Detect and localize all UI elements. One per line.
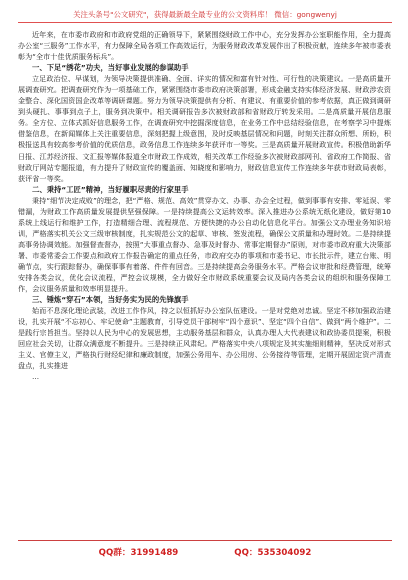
paragraph: 秉持“细节决定成败”的理念，把“严格、规范、高效”贯穿办文、办事、办会全过程，做到事事有安排、零延误、零错漏，为财政工作高质量发展提供坚强保障。一是持续提高公文运转效率。深入推进办公系统无纸化建设，做好第10系统上线运行和维护工作，打造精细合理、流程规范、方便快捷的办公自动化信息化平台。加强公文办理业务知识培训，严格落实机关公文三级审核制度，扎实规范公文的起草、审核、签发流程，确保公文质量和办理时效。二是持续提高事务协调效能。加强督查督办，按照“大事重点督办、急事及时督办、常事定期督办”原则，对市委市政府重大决策部署、市委常委会工作要点和政府工作报告确定的重点任务，市政府交办的事项和市委书记、市长批示件，建立台账、明确节点，实行跟踪督办，确保事事有着落、件件有回音。三是持续提高会务服务水平。严格会议审批和经费管理，统筹安排各类会议，优化会议流程，严控会议规模，全力做好全市财政系统重要会议及局内各类会议的组织和服务保障工作，会议服务质量和效率明显提升。 (18, 195, 391, 294)
top-banner: 关注头条号"公文研究"，获得最新最全最专业的公文资料库！ 微信：gongwenyj (18, 8, 392, 23)
paragraph: 立足政治位、早谋划，为领导决策提供准确、全面、详实的情况和富有针对性、可行性的决策建议。一是高质量开展调查研究。把调查研究作为一项基础工作，紧紧围绕市委市政府决策部署，形成金融支持实体经济发展、财政涉农资金整合、深化国资国企改革等调研课题。努力为领导决策提供有分析、有建议、有重要价值的参考依据，真正做到调研到头硬扎、事事到点子上，服务到决策中。相关调研报告多次被财政部和省财政厅转发采用。二是高质量开展信息服务。全方位、立体式抓好信息服务工作，在调查研究中挖掘深度信息，在业务工作中总结经验信息，在考察学习中提炼借鉴信息，在新闻媒体上关注重要信息，深刻把握上级意图，及时反映基层情况和问题，时刻关注群众所想、所盼，积极报送具有较高参考价值的优质信息，政务信息工作连续多年获评市一等奖。三是高质量开展财政宣传。积极借助新华日报、江苏经济报、文汇报等媒体报道全市财政工作成效，相关改革工作经验多次被财政部网刊、省政府工作简报、省财政厅网站专题报道，有力提升了财政宣传的覆盖面、知晓度和影响力，财政信息宣传工作连续多年获市财政局表彰，获评省一等奖。 (18, 74, 391, 183)
paragraph: … (32, 372, 40, 382)
paragraph: 近年来，在市委市政府和市政府党组的正确领导下，紧紧围绕财政工作中心，充分发挥办公室职能作用，全力提高办公室“三服务”工作水平，有力保障全局各项工作高效运行，为服务财政改革发展作出了积极贡献，连续多年被市委表彰为“全市十佳优质服务标兵”。 (18, 30, 391, 62)
section-heading: 二、秉持“工匠”精神，当好履职尽责的行家里手 (32, 184, 189, 194)
footer (18, 540, 392, 563)
section-heading: 三、锤炼“穿石”本领，当好务实为民的先锋旗手 (32, 295, 189, 305)
paragraph: 始而不息深化理论武装，改进工作作风，持之以恒抓好办公室队伍建设。一是对党绝对忠诚。坚定不移加强政治建设，扎实开展“不忘初心、牢记使命”主题教育，引导党员干部树牢“四个意识”、坚定“四个自信”、做到“两个维护”。二是践行宗旨担当。坚持以人民为中心的发展思想，主动服务基层和群众，认真办理人大代表建议和政协委员提案，积极回应社会关切，让群众满意度不断提升。三是持续正风肃纪。严格落实中央八项规定及其实施细则精神，坚决反对形式主义、官僚主义，严格执行财经纪律和廉政制度，加强公务用车、办公用房、公务接待等管理，定期开展固定资产清查盘点，扎实推进 (18, 306, 391, 371)
qq-number-text: QQ：535304092 (234, 548, 312, 558)
section-heading: 一、下足“绣花”功夫，当好事业发展的参谋助手 (32, 63, 189, 73)
qq-group-text: QQ群：31991489 (98, 548, 179, 558)
document-body (18, 29, 391, 539)
